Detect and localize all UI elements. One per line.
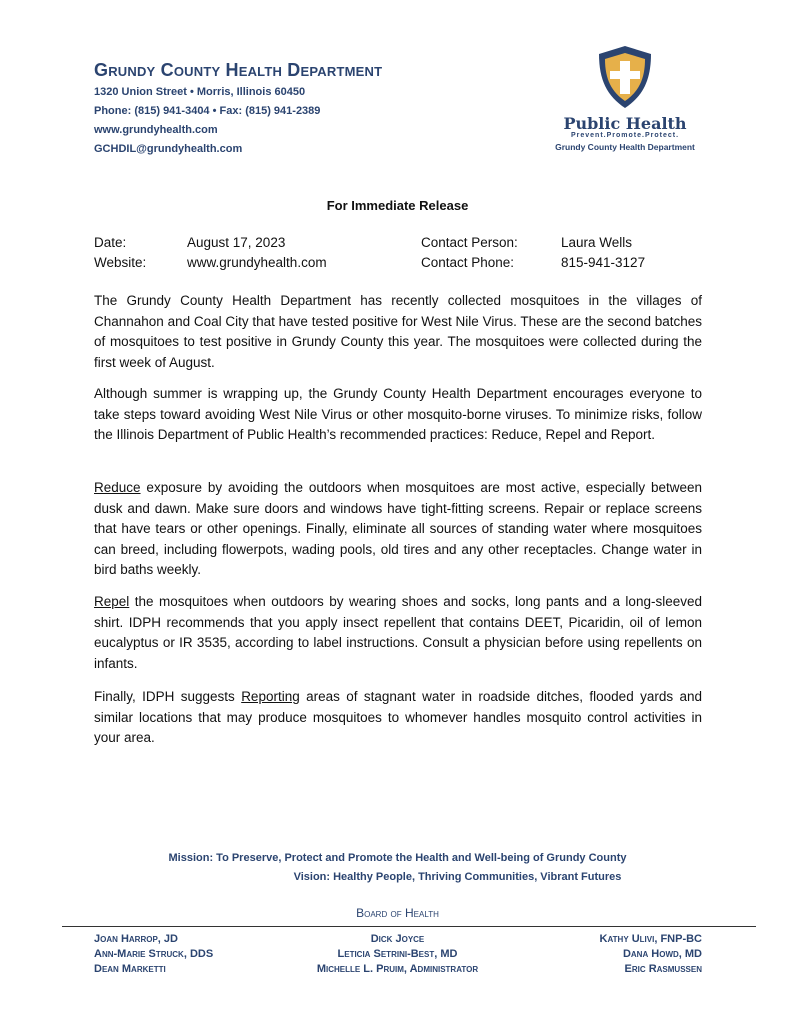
logo-title: Public Health	[563, 114, 687, 133]
contact-person-label: Contact Person:	[421, 235, 518, 250]
contact-phone-value: 815-941-3127	[561, 255, 646, 270]
address: 1320 Union Street • Morris, Illinois 60450	[94, 86, 306, 98]
board-member: Leticia Setrini-Best, MD	[337, 948, 458, 960]
logo-tagline: Prevent.Promote.Protect.	[570, 132, 680, 139]
paragraph-repel	[94, 592, 702, 674]
date-value: August 17, 2023	[187, 235, 286, 250]
board-member: Ann-Marie Struck, DDS	[94, 948, 214, 960]
reduce-text: exposure by avoiding the outdoors when mosquitoes are most active, especially between dusk and dawn. Make sure doors and windows have tight-fitting screens. Repair or replace screens that have tears or other openings. Finally, eliminate all sources of standing water where mosquitoes can breed, including flowerpots, wading pools, old tires and any other receptacles. Change water in bird baths weekly.	[94, 480, 702, 577]
board-member: Dick Joyce	[370, 933, 425, 945]
board-member: Kathy Ulivi, FNP-BC	[599, 933, 702, 945]
release-title: For Immediate Release	[326, 198, 469, 213]
report-text: areas of stagnant water in roadside ditches, flooded yards and similar locations that may produce mosquitoes to whomever handles mosquito control activities in your area.	[94, 689, 702, 745]
contact-person-value: Laura Wells	[561, 235, 633, 250]
board-member: Joan Harrop, JD	[94, 933, 178, 945]
contact-phone-label: Contact Phone:	[421, 255, 515, 270]
reduce-keyword: Reduce	[94, 480, 141, 495]
board-member: Dana Howd, MD	[622, 948, 702, 960]
board-member: Michelle L. Pruim, Administrator	[316, 963, 479, 975]
phone-fax: Phone: (815) 941-3404 • Fax: (815) 941-2389	[94, 105, 321, 117]
paragraph-reduce	[94, 478, 702, 581]
department-name: Grundy County Health Department	[94, 60, 383, 80]
paragraph-advice: Although summer is wrapping up, the Grundy County Health Department encourages everyone to take steps toward avoiding West Nile Virus or other mosquito-borne viruses. To minimize risks, follow the Illinois Department of Public Health’s recommended practices: Reduce, Repel and Report.	[94, 386, 702, 442]
website-link[interactable]: www.grundyhealth.com	[94, 124, 218, 136]
paragraph-intro: The Grundy County Health Department has recently collected mosquitoes in the villages of Channahon and Coal City that have tested positive for West Nile Virus. These are the second batches of mosquitoes to test positive in Grundy County this year. The mosquitoes were collected during the first week of August.	[94, 293, 702, 370]
public-health-logo	[555, 44, 695, 115]
report-intro: Finally, IDPH suggests	[94, 689, 242, 704]
email-link[interactable]: GCHDIL@grundyhealth.com	[94, 143, 243, 155]
date-label: Date:	[94, 235, 127, 250]
shield-cross-icon	[593, 44, 657, 110]
board-member: Dean Marketti	[94, 963, 166, 975]
paragraph-report	[94, 687, 702, 749]
logo-department: Grundy County Health Department	[555, 142, 695, 152]
website-value[interactable]: www.grundyhealth.com	[187, 255, 327, 270]
repel-keyword: Repel	[94, 594, 130, 609]
reporting-keyword: Reporting	[241, 689, 300, 704]
board-title: Board of Health	[356, 906, 439, 920]
website-label: Website:	[94, 255, 147, 270]
board-member: Eric Rasmussen	[624, 963, 702, 975]
mission-statement: Mission: To Preserve, Protect and Promote the Health and Well-being of Grundy County	[168, 852, 627, 864]
vision-statement: Vision: Healthy People, Thriving Communities, Vibrant Futures	[293, 871, 622, 883]
footer-divider	[62, 926, 756, 927]
repel-text: the mosquitoes when outdoors by wearing shoes and socks, long pants and a long-sleeved shirt. IDPH recommends that you apply insect repellent that contains DEET, Picaridin, oil of lemon eucalyptus or IR 3535, according to label instructions. Consult a physician before using repellents on infants.	[94, 594, 702, 671]
